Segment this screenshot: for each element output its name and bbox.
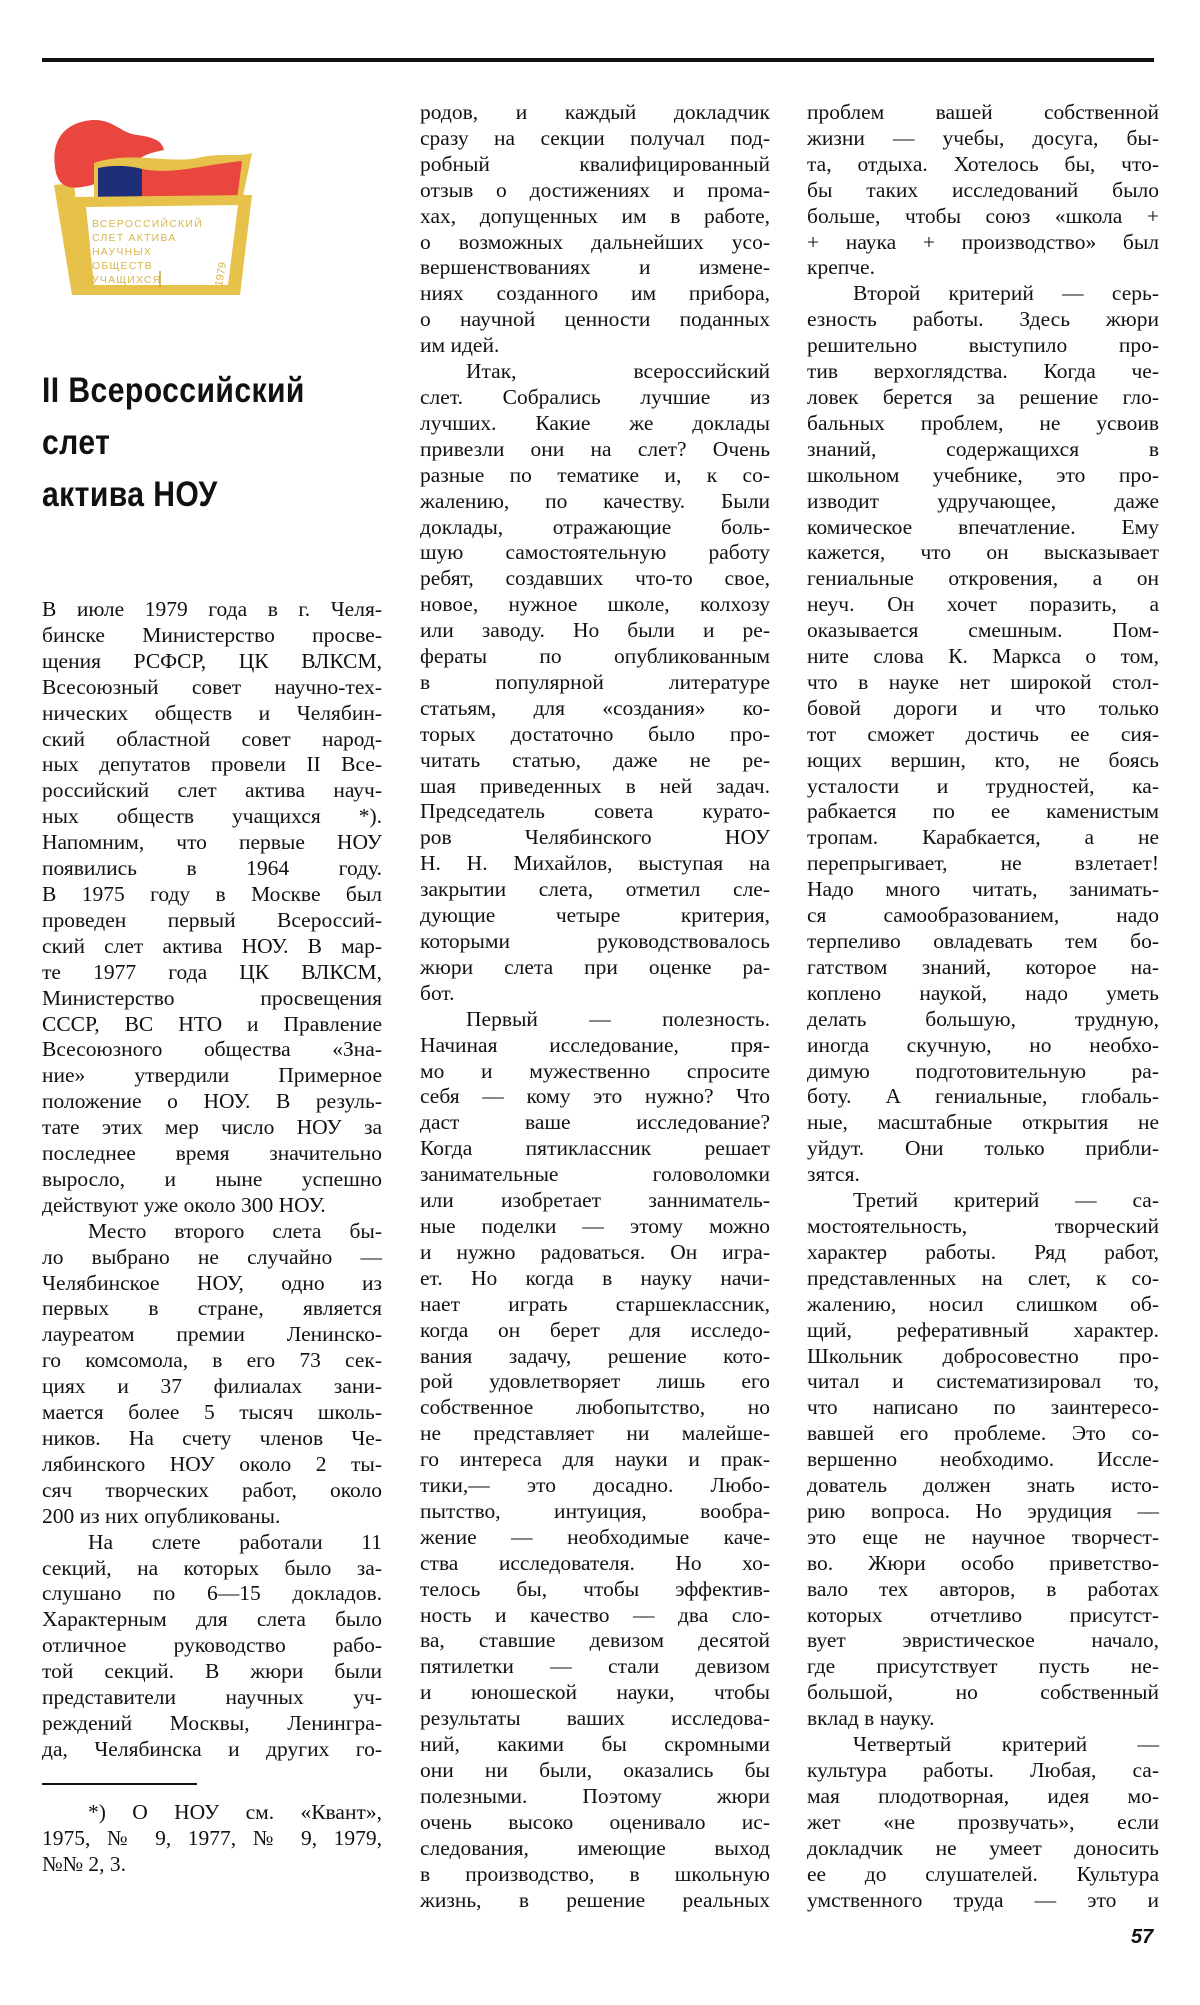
text-line: Челябинское НОУ, одно из: [42, 1270, 382, 1295]
text-line: первых в стране, является: [42, 1296, 382, 1321]
text-line: Школьник добросовестно про-: [807, 1343, 1159, 1368]
text-line: Когда пятиклассник решает: [420, 1136, 770, 1161]
page-number: 57: [1131, 1926, 1154, 1948]
text-line: проблем вашей собственной: [807, 100, 1159, 124]
text-line: Итак, всероссийский: [466, 359, 770, 384]
text-line: не представляет ни малейше-: [420, 1421, 770, 1446]
text-line: знаний, содержащихся в: [807, 436, 1159, 461]
text-line: полезными. Поэтому жюри: [420, 1783, 770, 1808]
text-line: иногда скучную, но необхо-: [807, 1032, 1159, 1057]
text-line: ее до слушателей. Культура: [807, 1861, 1159, 1886]
text-line: той секций. В жюри были: [42, 1659, 382, 1684]
text-line: статьям, для «создания» ко-: [420, 695, 770, 720]
text-line: щий, реферативный характер.: [807, 1317, 1159, 1342]
text-line: 200 из них опубликованы.: [42, 1503, 281, 1528]
text-line: школьном учебнике, это про-: [807, 462, 1159, 487]
text-line: + наука + производство» был: [807, 229, 1159, 254]
text-line: представленных на слет, к со-: [807, 1265, 1159, 1290]
text-line: тате этих мер число НОУ за: [42, 1115, 382, 1140]
text-line: очень высоко оценивало ис-: [420, 1809, 770, 1834]
text-line: закрытии слета, отметил сле-: [420, 877, 770, 902]
text-line: о возможных дальнейших усо-: [420, 229, 770, 254]
text-line: ся самообразованием, надо: [807, 903, 1159, 928]
text-line: рию вопроса. Но эрудиция —: [807, 1498, 1159, 1523]
text-line: секций, на которых было за-: [42, 1555, 382, 1580]
text-line: бинске Министерство просве-: [42, 622, 382, 647]
text-line: В июле 1979 года в г. Челя-: [42, 597, 382, 621]
text-line: вклад в науку.: [807, 1706, 935, 1731]
text-line: когда он берет для исследо-: [420, 1317, 770, 1342]
text-line: кажется, что он высказывает: [807, 540, 1159, 565]
text-line: себя — кому это нужно? Что: [420, 1084, 770, 1109]
text-line: и нужно радоваться. Он игра-: [420, 1239, 770, 1264]
text-line: во. Жюри особо приветство-: [807, 1550, 1159, 1575]
text-line: бальных проблем, не усвоив: [807, 410, 1159, 435]
top-rule: [42, 58, 1154, 62]
article-headline: [42, 365, 343, 521]
text-line: отзыв о достижениях и прома-: [420, 177, 770, 202]
text-line: неуч. Он хочет поразить, а: [807, 592, 1159, 617]
text-line: результаты ваших исследова-: [420, 1706, 770, 1731]
text-line: Третий критерий — са-: [853, 1188, 1159, 1213]
text-line: выросло, и ныне успешно: [42, 1166, 382, 1191]
text-line: вавшей его проблеме. Это со-: [807, 1421, 1159, 1446]
badge-icon: [42, 95, 272, 300]
text-line: читал и систематизировал то,: [807, 1369, 1159, 1394]
text-line: жюри слета при оценке ра-: [420, 954, 770, 979]
flag-blue: [98, 166, 142, 200]
text-line: что в науке нет широкой стол-: [807, 669, 1159, 694]
text-line: о научной ценности поданных: [420, 307, 770, 332]
text-line: торых достаточно было про-: [420, 721, 770, 746]
text-line: СССР, ВС НТО и Правление: [42, 1011, 382, 1036]
text-line: привезли они на слет? Очень: [420, 436, 770, 461]
article-column-3: [807, 100, 1159, 1913]
text-line: мается более 5 тысяч школь-: [42, 1400, 382, 1425]
text-line: мо и мужественно спросите: [420, 1058, 770, 1083]
badge-text-line: ВСЕРОССИЙСКИЙ: [92, 218, 203, 230]
text-line: хах, допущенных им в работе,: [420, 203, 770, 228]
text-line: гениальные откровения, а он: [807, 566, 1159, 591]
article-column-2: [420, 100, 770, 1913]
text-line: или изобретает занниматель-: [420, 1188, 770, 1213]
text-line: фераты по опубликованным: [420, 644, 770, 669]
text-line: российский слет актива науч-: [42, 778, 382, 803]
text-line: действуют уже около 300 НОУ.: [42, 1192, 326, 1217]
text-line: пытство, интуиция, вообра-: [420, 1498, 770, 1523]
text-line: ства исследователя. Но хо-: [420, 1550, 770, 1575]
text-line: сяч творческих работ, около: [42, 1477, 382, 1502]
badge-illustration: [42, 95, 272, 300]
text-line: да, Челябинска и других го-: [42, 1736, 382, 1761]
text-line: Второй критерий — серь-: [853, 281, 1159, 306]
badge-text-line: УЧАЩИХСЯ: [92, 274, 162, 286]
text-line: это еще не научное творчест-: [807, 1524, 1159, 1549]
badge-text-line: ОБЩЕСТВ: [92, 260, 153, 272]
text-line: ний, какими бы скромными: [420, 1732, 770, 1757]
text-line: дующие четыре критерия,: [420, 903, 770, 928]
text-line: вершенно необходимо. Иссле-: [807, 1447, 1159, 1472]
text-line: читать статью, даже не ре-: [420, 747, 770, 772]
text-line: ных обществ учащихся *).: [42, 804, 382, 829]
text-line: рабкается по ее каменистым: [807, 799, 1159, 824]
text-line: Первый — полезность.: [466, 1006, 770, 1031]
text-line: тропам. Карабкается, а не: [807, 825, 1159, 850]
text-line: собственное любопытство, но: [420, 1395, 770, 1420]
text-line: лучших. Какие же доклады: [420, 410, 770, 435]
text-line: слет. Собрались лучшие из: [420, 384, 770, 409]
text-line: мая плодотворная, идея мо-: [807, 1783, 1159, 1808]
text-line: лябинского НОУ около 2 ты-: [42, 1451, 382, 1476]
text-line: Место второго слета бы-: [88, 1218, 382, 1243]
text-line: проведен первый Всероссий-: [42, 907, 382, 932]
text-line: ловек берется за решение гло-: [807, 384, 1159, 409]
text-line: На слете работали 11: [88, 1529, 382, 1554]
text-line: Надо много читать, занимать-: [807, 877, 1159, 902]
text-line: №№ 2, 3.: [42, 1851, 127, 1876]
text-line: дователь должен знать исто-: [807, 1473, 1159, 1498]
text-line: отличное руководство рабо-: [42, 1633, 382, 1658]
text-line: появились в 1964 году.: [42, 856, 382, 881]
headline-line: актива НОУ: [42, 475, 218, 514]
text-line: боту. А гениальные, глобаль-: [807, 1084, 1159, 1109]
text-line: ющих вершин, кто, не боясь: [807, 747, 1159, 772]
text-line: усталости и трудностей, ка-: [807, 773, 1159, 798]
text-line: жалению, по качеству. Были: [420, 488, 770, 513]
text-line: доклады, отражающие боль-: [420, 514, 770, 539]
text-line: *) О НОУ см. «Квант»,: [88, 1800, 382, 1824]
text-line: в производство, в школьную: [420, 1861, 770, 1886]
article-column-1: [42, 597, 382, 1763]
badge-year: 1979: [213, 261, 230, 288]
text-line: ников. На счету членов Че-: [42, 1426, 382, 1450]
text-line: вершенствованиях и измене-: [420, 255, 770, 280]
text-line: решительно выступило про-: [807, 333, 1159, 358]
text-line: го интереса для науки и прак-: [420, 1447, 770, 1472]
text-line: жизни — учебы, досуга, бы-: [807, 125, 1159, 150]
text-line: зятся.: [807, 1162, 860, 1187]
text-line: ниях созданного им прибора,: [420, 281, 770, 306]
text-line: лауреатом премии Ленинско-: [42, 1322, 382, 1347]
headline-line: II Всероссийский: [42, 371, 305, 410]
text-line: ский слет актива НОУ. В мар-: [42, 933, 382, 958]
text-line: даст ваше исследование?: [420, 1110, 770, 1135]
text-line: или заводу. Но были и ре-: [420, 618, 770, 643]
text-line: крепче.: [807, 255, 875, 280]
text-line: димую подготовительную ра-: [807, 1058, 1159, 1083]
text-line: тот сможет достичь ее сия-: [807, 721, 1159, 746]
text-line: бот.: [420, 980, 455, 1005]
text-line: слушано по 6—15 докладов.: [42, 1581, 382, 1606]
text-line: Председатель совета курато-: [420, 799, 770, 824]
text-line: жет «не прозвучать», если: [807, 1809, 1159, 1834]
badge-text-line: НАУЧНЫХ: [92, 246, 153, 258]
text-line: ные поделки — этому можно: [420, 1213, 770, 1238]
text-line: характер работы. Ряд работ,: [807, 1239, 1159, 1264]
text-line: нических обществ и Челябин-: [42, 700, 382, 725]
text-line: и юношеской науки, чтобы: [420, 1680, 770, 1705]
text-line: комическое впечатление. Ему: [807, 514, 1159, 539]
text-line: жалению, носил слишком об-: [807, 1291, 1159, 1316]
text-line: терпеливо овладевать тем бо-: [807, 929, 1159, 953]
text-line: представители научных уч-: [42, 1685, 382, 1710]
text-line: ние» утвердили Примерное: [42, 1063, 382, 1088]
text-line: в популярной литературе: [420, 669, 770, 694]
text-line: Министерство просвещения: [42, 985, 382, 1010]
text-line: шая приведенных в ней задач.: [420, 773, 770, 798]
text-line: коплено наукой, надо уметь: [807, 980, 1159, 1005]
badge-text-line: СЛЕТ АКТИВА: [92, 232, 177, 244]
text-line: делать большую, трудную,: [807, 1006, 1159, 1031]
text-line: телось бы, чтобы эффектив-: [420, 1576, 770, 1601]
text-line: 1975, № 9, 1977, № 9, 1979,: [42, 1825, 382, 1850]
text-line: пятилетки — стали девизом: [420, 1654, 770, 1679]
text-line: новое, нужное школе, колхозу: [420, 592, 770, 617]
text-line: ло выбрано не случайно —: [42, 1244, 382, 1269]
headline-line: слет: [42, 423, 111, 462]
text-line: ните слова К. Маркса о том,: [807, 644, 1159, 669]
text-line: тив верхоглядства. Когда че-: [807, 359, 1159, 384]
text-line: ные, масштабные открытия не: [807, 1110, 1159, 1135]
text-line: сразу на секции получал под-: [420, 125, 770, 150]
text-line: гатством знаний, которое на-: [807, 954, 1159, 979]
text-line: циях и 37 филиалах зани-: [42, 1374, 382, 1399]
text-line: докладчик не умеет доносить: [807, 1835, 1159, 1860]
text-line: уйдут. Они только прибли-: [807, 1136, 1159, 1161]
text-line: Н. Н. Михайлов, выступая на: [420, 851, 770, 876]
text-line: ский областной совет народ-: [42, 726, 382, 751]
text-line: нает играть старшеклассник,: [420, 1291, 770, 1316]
text-line: культура работы. Любая, са-: [807, 1758, 1159, 1782]
text-line: перепрыгивает, не взлетает!: [807, 851, 1159, 876]
text-line: щения РСФСР, ЦК ВЛКСМ,: [42, 648, 382, 673]
text-line: умственного труда — это и: [807, 1887, 1159, 1912]
text-line: им идей.: [420, 333, 500, 358]
text-line: вало тех авторов, в работах: [807, 1576, 1159, 1601]
text-line: которыми руководствовалось: [420, 929, 770, 953]
text-line: ва, ставшие девизом десятой: [420, 1628, 770, 1653]
text-line: они ни были, оказались бы: [420, 1758, 770, 1782]
text-line: ет. Но когда в науку начи-: [420, 1265, 770, 1290]
text-line: которых отчетливо присутст-: [807, 1602, 1159, 1627]
text-line: реждений Москвы, Ленингра-: [42, 1710, 382, 1735]
text-line: положение о НОУ. В резуль-: [42, 1089, 382, 1114]
text-line: вует эвристическое начало,: [807, 1628, 1159, 1653]
text-line: жение — необходимые каче-: [420, 1524, 770, 1549]
text-line: жизнь, в решение реальных: [420, 1887, 770, 1912]
text-line: бовой дороги и что только: [807, 695, 1159, 720]
text-line: ребят, создавших что-то свое,: [420, 566, 770, 591]
text-line: ров Челябинского НОУ: [420, 825, 770, 850]
text-line: где присутствует пусть не-: [807, 1654, 1159, 1679]
text-line: Всесоюзный совет научно-тех-: [42, 674, 382, 699]
text-line: больше, чтобы союз «школа +: [807, 203, 1159, 228]
text-line: ность и качество — два сло-: [420, 1602, 770, 1627]
text-line: тики,— это досадно. Любо-: [420, 1473, 770, 1498]
text-line: занимательные головоломки: [420, 1162, 770, 1187]
text-line: та, отдыха. Хотелось бы, что-: [807, 151, 1159, 176]
text-line: робный квалифицированный: [420, 151, 770, 176]
text-line: бы таких исследований было: [807, 177, 1159, 202]
text-line: следования, имеющие выход: [420, 1835, 770, 1860]
text-line: оказывается смешным. Пом-: [807, 618, 1159, 643]
text-line: родов, и каждый докладчик: [420, 100, 770, 124]
text-line: ных депутатов провели II Все-: [42, 752, 382, 777]
text-line: Характерным для слета было: [42, 1607, 382, 1632]
footnote-rule: [42, 1783, 197, 1785]
text-line: Начиная исследование, пря-: [420, 1032, 770, 1057]
text-line: шую самостоятельную работу: [420, 540, 770, 565]
text-line: вания задачу, решение кото-: [420, 1343, 770, 1368]
text-line: мостоятельность, творческий: [807, 1213, 1159, 1238]
text-line: разные по тематике и, к со-: [420, 462, 770, 487]
text-line: го комсомола, в его 73 сек-: [42, 1348, 382, 1373]
text-line: Всесоюзного общества «Зна-: [42, 1037, 382, 1062]
text-line: что написано по заинтересо-: [807, 1395, 1159, 1420]
text-line: последнее время значительно: [42, 1141, 382, 1166]
text-line: те 1977 года ЦК ВЛКСМ,: [42, 959, 382, 984]
text-line: рой удовлетворяет лишь его: [420, 1369, 770, 1394]
text-line: В 1975 году в Москве был: [42, 881, 382, 906]
text-line: езность работы. Здесь жюри: [807, 307, 1159, 332]
text-line: Четвертый критерий —: [853, 1732, 1159, 1757]
text-line: Напомним, что первые НОУ: [42, 830, 382, 855]
text-line: большой, но собственный: [807, 1680, 1159, 1705]
text-line: изводит удручающее, даже: [807, 488, 1159, 513]
footnote: [42, 1800, 382, 1878]
